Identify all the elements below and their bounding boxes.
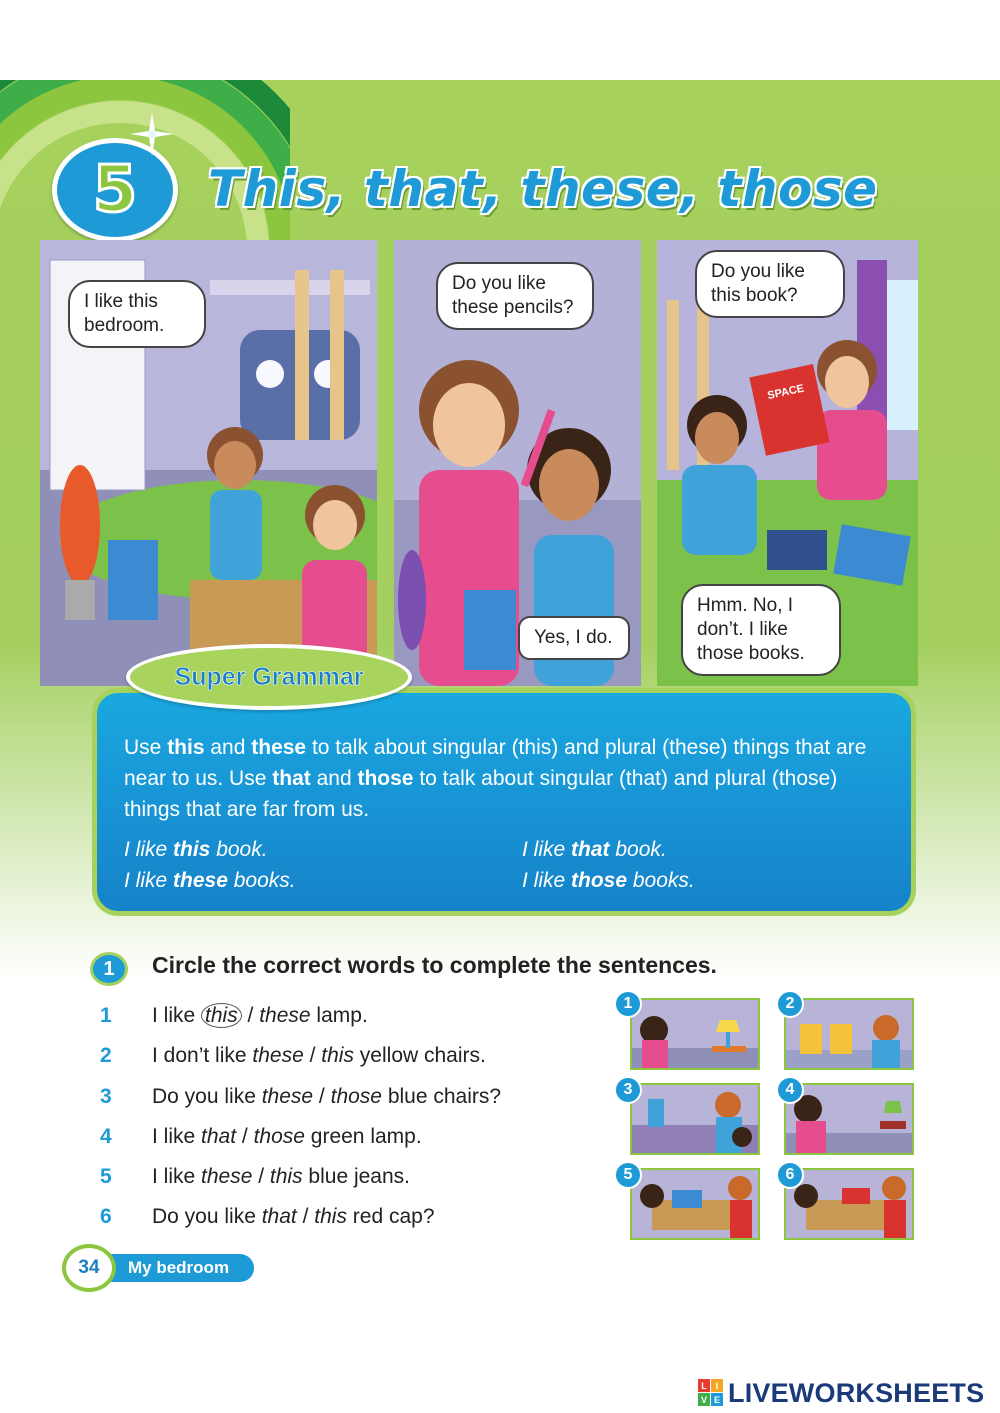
option-2[interactable]: this bbox=[314, 1205, 347, 1228]
grammar-rule bbox=[124, 732, 894, 825]
item-post: lamp. bbox=[310, 1004, 368, 1027]
picture-5 bbox=[630, 1168, 760, 1240]
rule-text: Use bbox=[124, 736, 168, 759]
example-text: I like bbox=[522, 869, 572, 892]
example-keyword: this bbox=[173, 838, 211, 861]
item-text bbox=[152, 1085, 501, 1109]
super-grammar-tab bbox=[126, 644, 412, 710]
item-text bbox=[152, 1004, 368, 1028]
picture-number: 2 bbox=[776, 990, 804, 1018]
option-separator: / bbox=[252, 1165, 270, 1188]
option-1[interactable]: these bbox=[201, 1165, 253, 1188]
speech-bubble-top: Do you like these pencils? bbox=[436, 262, 594, 330]
example-keyword: these bbox=[173, 869, 228, 892]
example-text: I like bbox=[522, 838, 572, 861]
item-pre: Do you like bbox=[152, 1205, 262, 1228]
item-number: 1 bbox=[100, 1004, 112, 1027]
item-post: blue jeans. bbox=[302, 1165, 411, 1188]
item-pre: Do you like bbox=[152, 1085, 262, 1108]
grammar-example bbox=[124, 834, 268, 865]
rule-text: and bbox=[310, 767, 358, 790]
brand-name: LIVEWORKSHEETS bbox=[728, 1377, 985, 1408]
option-2[interactable]: those bbox=[330, 1085, 382, 1108]
item-text bbox=[152, 1165, 410, 1189]
item-post: blue chairs? bbox=[381, 1085, 502, 1108]
option-2[interactable]: these bbox=[259, 1004, 311, 1027]
sparkle-icon bbox=[130, 112, 174, 156]
option-separator: / bbox=[303, 1044, 322, 1067]
example-text: book. bbox=[210, 838, 268, 861]
unit-number: 5 bbox=[92, 153, 138, 227]
picture-number: 1 bbox=[614, 990, 642, 1018]
picture-2 bbox=[784, 998, 914, 1070]
item-number: 3 bbox=[100, 1085, 112, 1108]
comic-panel-2 bbox=[394, 240, 641, 686]
grammar-example bbox=[522, 834, 667, 865]
option-separator: / bbox=[236, 1125, 254, 1148]
option-separator: / bbox=[296, 1205, 315, 1228]
speech-bubble: I like this bedroom. bbox=[68, 280, 206, 348]
item-pre: I don’t like bbox=[152, 1044, 253, 1067]
example-text: books. bbox=[227, 869, 296, 892]
item-post: red cap? bbox=[346, 1205, 435, 1228]
logo-letter: L bbox=[698, 1379, 710, 1392]
option-2[interactable]: this bbox=[321, 1044, 354, 1067]
option-separator: / bbox=[313, 1085, 331, 1108]
grammar-example bbox=[124, 865, 296, 896]
picture-6 bbox=[784, 1168, 914, 1240]
keyword: this bbox=[167, 736, 205, 759]
book-cover-text: SPACE bbox=[766, 382, 806, 403]
option-1-circled[interactable]: this bbox=[201, 1003, 242, 1028]
item-post: yellow chairs. bbox=[353, 1044, 486, 1067]
item-text bbox=[152, 1205, 435, 1229]
rule-text: and bbox=[204, 736, 252, 759]
super-grammar-label: Super Grammar bbox=[174, 662, 364, 691]
option-2[interactable]: those bbox=[253, 1125, 305, 1148]
brand-logo-icon bbox=[698, 1379, 724, 1407]
option-1[interactable]: these bbox=[261, 1085, 314, 1108]
option-1[interactable]: that bbox=[201, 1125, 237, 1148]
item-number: 2 bbox=[100, 1044, 112, 1067]
speech-bubble-bottom: Hmm. No, I don’t. I like those books. bbox=[681, 584, 841, 676]
item-text bbox=[152, 1044, 486, 1068]
example-text: I like bbox=[124, 869, 174, 892]
section-label: My bedroom bbox=[100, 1254, 254, 1282]
rule-text: to talk about singular (that) and plural (those) things that are far from us. bbox=[124, 767, 838, 821]
page-title: This, that, these, those bbox=[208, 160, 878, 218]
example-text: I like bbox=[124, 838, 174, 861]
item-post: green lamp. bbox=[304, 1125, 422, 1148]
keyword: those bbox=[357, 767, 414, 790]
item-pre: I like bbox=[152, 1004, 202, 1027]
keyword: that bbox=[272, 767, 311, 790]
logo-letter: V bbox=[698, 1393, 710, 1406]
example-keyword: that bbox=[571, 838, 610, 861]
exercise-number-badge: 1 bbox=[90, 952, 128, 986]
option-1[interactable]: these bbox=[252, 1044, 304, 1067]
rule-text: to talk about singular (this) and plural (these) things that are near to us. Use bbox=[124, 736, 867, 790]
picture-1 bbox=[630, 998, 760, 1070]
page-number: 34 bbox=[62, 1244, 116, 1292]
picture-number: 3 bbox=[614, 1076, 642, 1104]
picture-number: 5 bbox=[614, 1161, 642, 1189]
logo-letter: I bbox=[711, 1379, 723, 1392]
item-text bbox=[152, 1125, 422, 1149]
item-number: 6 bbox=[100, 1205, 112, 1228]
brand-watermark bbox=[698, 1376, 984, 1410]
example-text: books. bbox=[627, 869, 695, 892]
comic-panel-3 bbox=[657, 240, 918, 686]
option-1[interactable]: that bbox=[261, 1205, 297, 1228]
speech-bubble-bottom: Yes, I do. bbox=[518, 616, 630, 660]
grammar-example bbox=[522, 865, 695, 896]
logo-letter: E bbox=[711, 1393, 723, 1406]
speech-bubble-top: Do you like this book? bbox=[695, 250, 845, 318]
comic-panel-1 bbox=[40, 240, 377, 686]
example-keyword: those bbox=[571, 869, 628, 892]
item-pre: I like bbox=[152, 1125, 202, 1148]
item-pre: I like bbox=[152, 1165, 202, 1188]
option-separator: / bbox=[241, 1004, 260, 1027]
exercise-instruction: Circle the correct words to complete the sentences. bbox=[152, 952, 717, 978]
picture-3 bbox=[630, 1083, 760, 1155]
keyword: these bbox=[251, 736, 307, 759]
option-2[interactable]: this bbox=[269, 1165, 303, 1188]
picture-number: 4 bbox=[776, 1076, 804, 1104]
example-text: book. bbox=[609, 838, 667, 861]
item-number: 5 bbox=[100, 1165, 112, 1188]
picture-4 bbox=[784, 1083, 914, 1155]
picture-number: 6 bbox=[776, 1161, 804, 1189]
item-number: 4 bbox=[100, 1125, 112, 1148]
